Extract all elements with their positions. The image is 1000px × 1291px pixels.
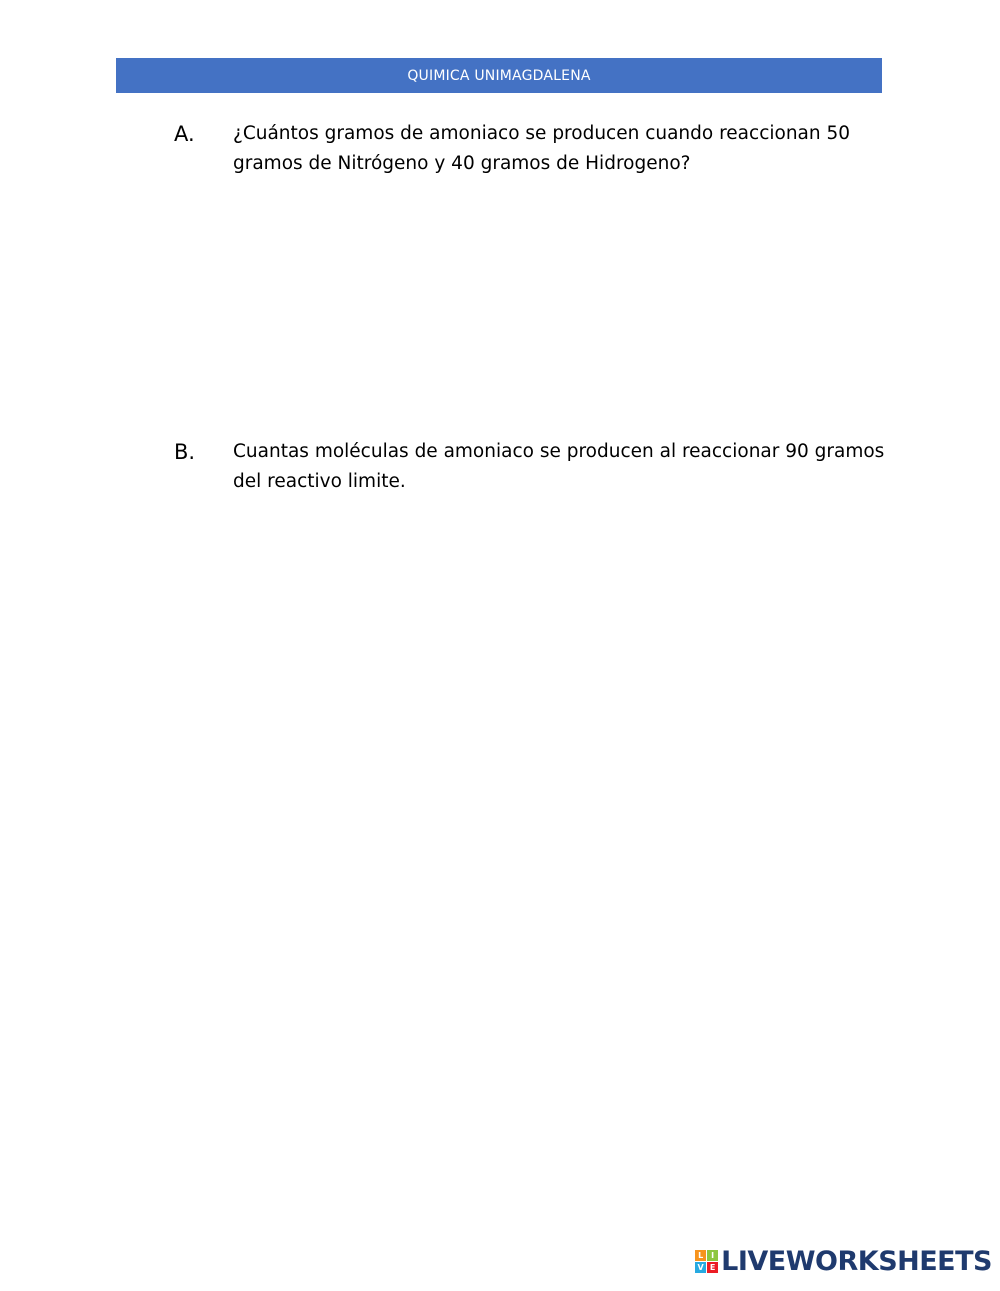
question-b <box>174 437 894 497</box>
logo-block: L <box>695 1250 706 1261</box>
question-marker: B. <box>174 440 196 464</box>
question-text: Cuantas moléculas de amoniaco se producen al reaccionar 90 gramos del reactivo limite. <box>233 441 885 492</box>
header-title: QUIMICA UNIMAGDALENA <box>407 67 591 84</box>
logo-blocks-icon <box>695 1250 718 1273</box>
logo-text: LIVEWORKSHEETS <box>721 1246 992 1277</box>
logo-block: V <box>695 1262 706 1273</box>
header-bar <box>116 58 882 93</box>
logo-block: I <box>707 1250 718 1261</box>
liveworksheets-logo <box>695 1246 992 1277</box>
question-a <box>174 119 894 179</box>
question-marker: A. <box>174 122 195 146</box>
question-text: ¿Cuántos gramos de amoniaco se producen cuando reaccionan 50 gramos de Nitrógeno y 40 gramos de Hidrogeno? <box>233 123 851 174</box>
logo-block: E <box>707 1262 718 1273</box>
